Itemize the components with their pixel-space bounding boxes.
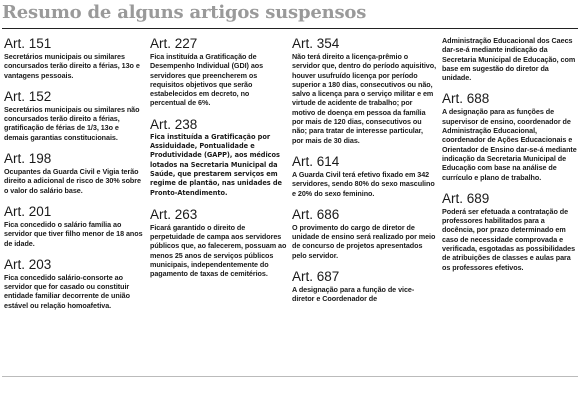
- article-text: Fica concedido salário-consorte ao servidor que for casado ou constituir entidade familiar decorrente de união estável ou relação homoafetiva.: [4, 272, 130, 310]
- article-heading: Art. 201: [4, 203, 52, 219]
- article-heading: Art. 263: [150, 206, 198, 222]
- article-heading: Art. 203: [4, 256, 52, 272]
- article-heading: Art. 227: [150, 36, 198, 51]
- column-4: [442, 36, 578, 281]
- article-heading: Art. 151: [4, 36, 52, 51]
- article-heading: Art. 688: [442, 91, 490, 107]
- column-1: [4, 36, 144, 319]
- article-heading: Art. 686: [292, 206, 340, 222]
- article-text: Administração Educacional dos Caecs dar-se-á mediante indicação da Secretaria Municipal de Educação, com base em sugestão do diretor da unidade.: [442, 36, 576, 83]
- article-text: Fica instituída a Gratificação por Assiduidade, Pontualidade e Produtividade (GAPP), aos médicos lotados na Secretaria Municipal da Saúde, que prestarem serviços em regime de plantão, nas unidades de Pronto-Atendimento.: [150, 132, 282, 197]
- article-text: A designação para as funções de supervisor de ensino, coordenador de Administração Educacional, coordenador de Ações Educacionais e Orientador de Ensino dar-se-á mediante indicação da Secretaria Municipal de Educação com base na análise de currículo e plano de trabalho.: [442, 107, 577, 182]
- article-text: Poderá ser efetuada a contratação de professores habilitados para a docência, por prazo determinado em caso de necessidade comprovada e verificada, esgotadas as possibilidades de atribuições de classes e aulas para os professores efetivos.: [442, 206, 576, 272]
- article-heading: Art. 354: [292, 36, 340, 51]
- article-block: [442, 36, 578, 82]
- article-text: A Guarda Civil terá efetivo fixado em 342 servidores, sendo 80% do sexo masculino e 20% do sexo feminino.: [292, 169, 435, 198]
- article-heading: Art. 198: [4, 151, 52, 167]
- article-heading: Art. 238: [150, 116, 198, 132]
- article-block: [292, 207, 436, 260]
- article-text: Secretários municipais ou similares concursados terão direito a férias, 13o e vantagens pessoais.: [4, 52, 140, 80]
- article-text: Fica instituída a Gratificação de Desempenho Individual (GDI) aos servidores que preencherem os requisitos objetivos que serão estabelecidos em decreto, no percentual de 6%.: [150, 52, 264, 108]
- article-text: Secretários municipais ou similares não concursados terão direito a férias, gratificação de férias de 1/3, 13o e demais garantias constitucionais.: [4, 104, 140, 142]
- article-block: [150, 117, 287, 198]
- article-block: [4, 89, 144, 142]
- article-text: A designação para a função de vice-diretor e Coordenador de: [292, 285, 415, 304]
- article-block: [4, 257, 144, 310]
- top-divider: [2, 28, 578, 29]
- article-block: [292, 269, 436, 304]
- article-block: [4, 36, 144, 80]
- article-block: [150, 207, 287, 279]
- page-title: Resumo de alguns artigos suspensos: [2, 2, 367, 23]
- article-heading: Art. 152: [4, 88, 52, 104]
- bottom-divider: [2, 376, 578, 377]
- article-block: [442, 91, 578, 181]
- article-block: [150, 36, 287, 108]
- column-3: [292, 36, 436, 313]
- article-heading: Art. 689: [442, 190, 490, 206]
- article-heading: Art. 614: [292, 153, 340, 169]
- article-text: Não terá direito a licença-prêmio o servidor que, dentro do período aquisitivo, houver usufruído licença por período superior a 180 dias, consecutivos ou não, salvo a licença para o serviço militar e em virtude de acidente de trabalho; por motivo de doença em pessoa da família por mais de 120 dias, consecutivos ou não; para tratar de interesse particular, por mais de 30 dias.: [292, 52, 437, 145]
- article-block: [292, 36, 436, 145]
- article-text: Ocupantes da Guarda Civil e Vigia terão direito a adicional de risco de 30% sobre o valor do salário base.: [4, 167, 141, 195]
- article-heading: Art. 687: [292, 269, 340, 285]
- column-2: [150, 36, 287, 288]
- article-text: O provimento do cargo de diretor de unidade de ensino será realizado por meio de concurso de projetos apresentados pelo servidor.: [292, 222, 436, 260]
- article-text: Fica concedido o salário família ao servidor que tiver filho menor de 18 anos de idade.: [4, 219, 143, 248]
- article-block: [292, 154, 436, 198]
- article-text: Ficará garantido o direito de perpetuidade de campa aos servidores públicos que, ao falecerem, possuam ao menos 25 anos de serviços públicos municipais, independentemente do pagamento de taxas de cemitérios.: [150, 222, 287, 279]
- article-block: [4, 204, 144, 248]
- article-block: [4, 151, 144, 195]
- article-block: [442, 191, 578, 272]
